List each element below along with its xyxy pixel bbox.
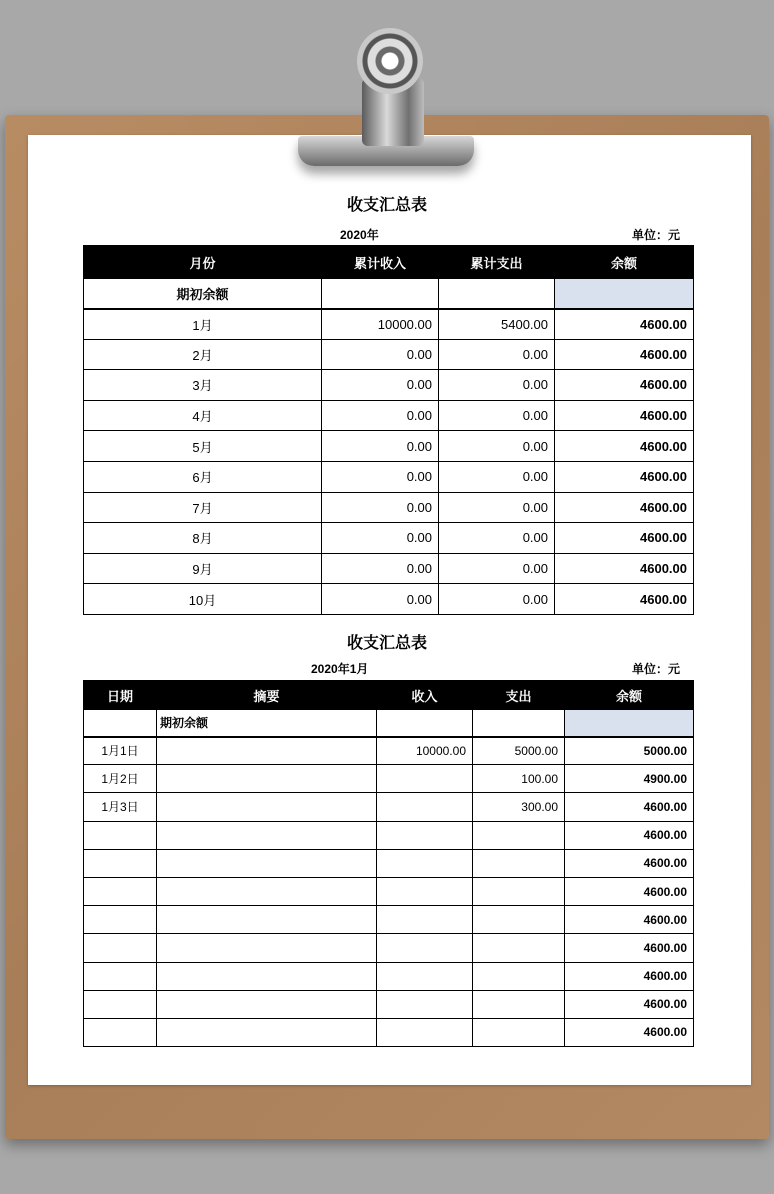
summary-cell[interactable] <box>157 990 377 1018</box>
balance-cell[interactable]: 4600.00 <box>565 1018 694 1046</box>
income-cell[interactable] <box>377 849 473 877</box>
table-row <box>84 553 694 584</box>
clip-ring <box>357 28 423 94</box>
cum-income-cell[interactable]: 0.00 <box>322 461 439 492</box>
balance-cell[interactable]: 4600.00 <box>565 849 694 877</box>
sheet2-table <box>83 680 694 1047</box>
expense-cell[interactable]: 100.00 <box>473 765 565 793</box>
month-cell[interactable]: 9月 <box>84 553 322 584</box>
month-cell[interactable]: 4月 <box>84 400 322 431</box>
summary-cell[interactable] <box>157 793 377 821</box>
income-cell[interactable] <box>377 793 473 821</box>
balance-cell[interactable]: 4600.00 <box>565 934 694 962</box>
opening-balance-label[interactable]: 期初余额 <box>84 279 322 309</box>
table-row <box>84 793 694 821</box>
balance-cell[interactable]: 5000.00 <box>565 737 694 765</box>
balance-cell[interactable]: 4600.00 <box>565 990 694 1018</box>
summary-cell[interactable] <box>157 849 377 877</box>
cum-income-cell[interactable]: 0.00 <box>322 431 439 462</box>
balance-cell[interactable]: 4600.00 <box>565 821 694 849</box>
opening-balance-label[interactable]: 期初余额 <box>157 710 377 737</box>
sheet2-period: 2020年1月 <box>311 662 369 676</box>
income-cell[interactable] <box>377 962 473 990</box>
cum-expense-cell[interactable]: 0.00 <box>439 431 555 462</box>
month-cell[interactable]: 5月 <box>84 431 322 462</box>
month-cell[interactable]: 10月 <box>84 584 322 615</box>
summary-cell[interactable] <box>157 877 377 905</box>
expense-cell[interactable] <box>473 849 565 877</box>
balance-cell[interactable]: 4600.00 <box>555 309 694 340</box>
opening-income-cell[interactable] <box>377 710 473 737</box>
balance-cell[interactable]: 4600.00 <box>555 400 694 431</box>
balance-cell[interactable]: 4600.00 <box>565 793 694 821</box>
table-row <box>84 492 694 523</box>
cum-income-cell[interactable]: 0.00 <box>322 553 439 584</box>
income-cell[interactable] <box>377 990 473 1018</box>
cum-expense-cell[interactable]: 0.00 <box>439 523 555 554</box>
expense-cell[interactable] <box>473 990 565 1018</box>
date-cell[interactable]: 1月1日 <box>84 737 157 765</box>
income-cell[interactable] <box>377 906 473 934</box>
cum-expense-cell[interactable]: 0.00 <box>439 400 555 431</box>
cum-expense-cell[interactable]: 0.00 <box>439 370 555 401</box>
date-cell[interactable] <box>84 849 157 877</box>
opening-date-cell[interactable] <box>84 710 157 737</box>
summary-cell[interactable] <box>157 737 377 765</box>
opening-balance-cell[interactable] <box>555 279 694 309</box>
sheet1-unit: 单位：元 <box>632 228 681 242</box>
table-row <box>84 400 694 431</box>
cum-expense-cell[interactable]: 0.00 <box>439 461 555 492</box>
date-cell[interactable] <box>84 906 157 934</box>
col-header-income: 收入 <box>377 681 473 710</box>
balance-cell[interactable]: 4600.00 <box>555 492 694 523</box>
table-row <box>84 737 694 765</box>
date-cell[interactable]: 1月2日 <box>84 765 157 793</box>
expense-cell[interactable] <box>473 821 565 849</box>
col-header-cum-income: 累计收入 <box>322 246 439 279</box>
opening-expense-cell[interactable] <box>473 710 565 737</box>
cum-expense-cell[interactable]: 0.00 <box>439 339 555 370</box>
col-header-summary: 摘要 <box>157 681 377 710</box>
summary-cell[interactable] <box>157 962 377 990</box>
table-row <box>84 584 694 615</box>
cum-income-cell[interactable]: 0.00 <box>322 492 439 523</box>
expense-cell[interactable]: 300.00 <box>473 793 565 821</box>
table-row <box>84 934 694 962</box>
date-cell[interactable] <box>84 962 157 990</box>
summary-cell[interactable] <box>157 906 377 934</box>
balance-cell[interactable]: 4900.00 <box>565 765 694 793</box>
sheet2-unit: 单位：元 <box>632 662 681 676</box>
expense-cell[interactable] <box>473 906 565 934</box>
table-row <box>84 461 694 492</box>
opening-expense-cell[interactable] <box>439 279 555 309</box>
date-cell[interactable] <box>84 821 157 849</box>
date-cell[interactable] <box>84 877 157 905</box>
sheet1-table <box>83 245 694 615</box>
col-header-expense: 支出 <box>473 681 565 710</box>
balance-cell[interactable]: 4600.00 <box>555 431 694 462</box>
opening-income-cell[interactable] <box>322 279 439 309</box>
summary-cell[interactable] <box>157 1018 377 1046</box>
month-cell[interactable]: 3月 <box>84 370 322 401</box>
month-cell[interactable]: 1月 <box>84 309 322 340</box>
balance-cell[interactable]: 4600.00 <box>555 370 694 401</box>
table-row <box>84 1018 694 1046</box>
balance-cell[interactable]: 4600.00 <box>555 584 694 615</box>
cum-income-cell[interactable]: 0.00 <box>322 370 439 401</box>
sheet2-title: 收支汇总表 <box>346 635 427 652</box>
table-row <box>84 309 694 340</box>
summary-cell[interactable] <box>157 821 377 849</box>
balance-cell[interactable]: 4600.00 <box>555 523 694 554</box>
balance-cell[interactable]: 4600.00 <box>555 339 694 370</box>
month-cell[interactable]: 2月 <box>84 339 322 370</box>
sheet2-table-viewport <box>83 680 695 1040</box>
income-cell[interactable]: 10000.00 <box>377 737 473 765</box>
table-row <box>84 431 694 462</box>
col-header-date: 日期 <box>84 681 157 710</box>
income-cell[interactable] <box>377 765 473 793</box>
expense-cell[interactable] <box>473 1018 565 1046</box>
date-cell[interactable] <box>84 934 157 962</box>
income-cell[interactable] <box>377 877 473 905</box>
table-row <box>84 877 694 905</box>
table-row <box>84 370 694 401</box>
cum-income-cell[interactable]: 0.00 <box>322 400 439 431</box>
summary-cell[interactable] <box>157 934 377 962</box>
cum-expense-cell[interactable]: 5400.00 <box>439 309 555 340</box>
table-row <box>84 906 694 934</box>
cum-expense-cell[interactable]: 0.00 <box>439 553 555 584</box>
cum-income-cell[interactable]: 0.00 <box>322 339 439 370</box>
balance-cell[interactable]: 4600.00 <box>555 553 694 584</box>
balance-cell[interactable]: 4600.00 <box>555 461 694 492</box>
date-cell[interactable]: 1月3日 <box>84 793 157 821</box>
opening-balance-cell[interactable] <box>565 710 694 737</box>
income-cell[interactable] <box>377 821 473 849</box>
month-cell[interactable]: 8月 <box>84 523 322 554</box>
income-cell[interactable] <box>377 1018 473 1046</box>
table-row <box>84 821 694 849</box>
sheet1-table-viewport <box>83 245 695 608</box>
cum-income-cell[interactable]: 10000.00 <box>322 309 439 340</box>
col-header-month: 月份 <box>84 246 322 279</box>
balance-cell[interactable]: 4600.00 <box>565 906 694 934</box>
summary-cell[interactable] <box>157 765 377 793</box>
table-row <box>84 990 694 1018</box>
month-cell[interactable]: 6月 <box>84 461 322 492</box>
sheet1-year: 2020年 <box>340 228 379 242</box>
cum-expense-cell[interactable]: 0.00 <box>439 492 555 523</box>
sheet1-title: 收支汇总表 <box>346 197 427 214</box>
col-header-balance: 余额 <box>555 246 694 279</box>
balance-cell[interactable]: 4600.00 <box>565 877 694 905</box>
balance-cell[interactable]: 4600.00 <box>565 962 694 990</box>
expense-cell[interactable] <box>473 877 565 905</box>
col-header-balance: 余额 <box>565 681 694 710</box>
expense-cell[interactable]: 5000.00 <box>473 737 565 765</box>
col-header-cum-expense: 累计支出 <box>439 246 555 279</box>
cum-income-cell[interactable]: 0.00 <box>322 584 439 615</box>
table-row <box>84 765 694 793</box>
date-cell[interactable] <box>84 990 157 1018</box>
table-row <box>84 962 694 990</box>
table-row <box>84 849 694 877</box>
month-cell[interactable]: 7月 <box>84 492 322 523</box>
expense-cell[interactable] <box>473 934 565 962</box>
table-row <box>84 523 694 554</box>
expense-cell[interactable] <box>473 962 565 990</box>
cum-income-cell[interactable]: 0.00 <box>322 523 439 554</box>
cum-expense-cell[interactable]: 0.00 <box>439 584 555 615</box>
income-cell[interactable] <box>377 934 473 962</box>
date-cell[interactable] <box>84 1018 157 1046</box>
table-row <box>84 339 694 370</box>
